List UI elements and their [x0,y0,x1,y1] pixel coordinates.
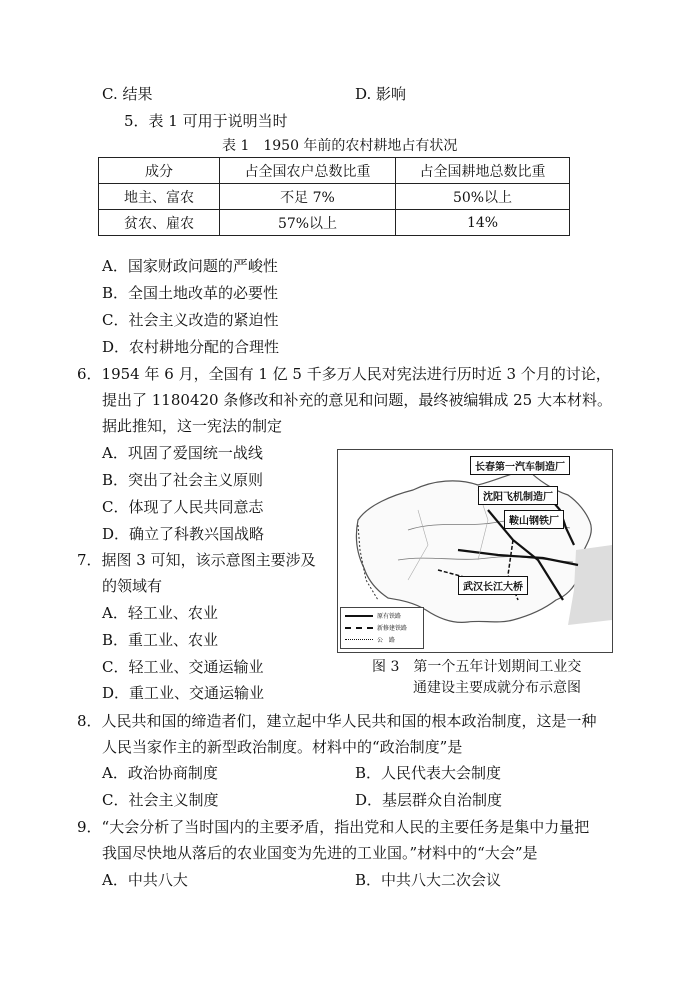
table-cell: 14% [396,210,570,236]
q7-stem-line-2: 的领域有 [102,577,163,595]
table1-title: 表 1 1950 年前的农村耕地占有状况 [222,138,458,154]
q7-option-d: D．重工业、交通运输业 [102,684,265,702]
q6-option-a: A．巩固了爱国统一战线 [102,444,263,462]
q4-option-d: D. 影响 [355,85,407,103]
q7-option-a: A．轻工业、农业 [102,604,218,622]
q6-option-b: B．突出了社会主义原则 [102,471,264,489]
legend-swatch-highway [345,639,373,640]
q7-stem-line-1: 7．据图 3 可知，该示意图主要涉及 [77,551,316,569]
map-label-shenyang: 沈阳飞机制造厂 [478,486,558,505]
legend-old-railway: 原有铁路 [377,613,402,620]
q6-option-c: C．体现了人民共同意志 [102,498,264,516]
q8-option-a: A．政治协商制度 [102,764,218,782]
q7-option-b: B．重工业、农业 [102,631,219,649]
table-cell: 贫农、雇农 [99,210,220,236]
q6-stem-line-2: 提出了 1180420 条修改和补充的意见和问题，最终被编辑成 25 大本材料。 [102,391,612,409]
table-header-cell: 成分 [99,158,220,184]
table-header-cell: 占全国耕地总数比重 [396,158,570,184]
q8-option-d: D．基层群众自治制度 [355,791,503,809]
q5-option-a: A．国家财政问题的严峻性 [102,257,278,275]
q9-option-a: A．中共八大 [102,871,188,889]
q8-option-c: C．社会主义制度 [102,791,219,809]
q8-stem-line-2: 人民当家作主的新型政治制度。材料中的“政治制度”是 [102,738,463,756]
legend-new-railway: 新修建铁路 [377,625,408,632]
q8-stem-line-1: 8．人民共和国的缔造者们，建立起中华人民共和国的根本政治制度，这是一种 [77,712,597,730]
q5-option-b: B．全国土地改革的必要性 [102,284,279,302]
q9-stem-line-2: 我国尽快地从落后的农业国变为先进的工业国。”材料中的“大会”是 [102,844,538,862]
q9-stem-line-1: 9．“大会分析了当时国内的主要矛盾，指出党和人民的主要任务是集中力量把 [77,818,590,836]
legend-highway: 公 路 [377,637,396,644]
q5-stem: 5．表 1 可用于说明当时 [124,112,288,130]
q7-option-c: C．轻工业、交通运输业 [102,658,264,676]
table-cell: 50%以上 [396,184,570,210]
table-row [99,210,570,236]
q6-stem-line-3: 据此推知，这一宪法的制定 [102,417,283,435]
figure3-caption-line-1: 图 3 第一个五年计划期间工业交 [372,659,582,675]
table-row [99,184,570,210]
figure3-caption-line-2: 通建设主要成就分布示意图 [413,680,581,696]
q8-option-b: B．人民代表大会制度 [355,764,502,782]
q6-stem-line-1: 6．1954 年 6 月，全国有 1 亿 5 千多万人民对宪法进行历时近 3 个月的讨论， [77,365,611,383]
industry-map-figure [337,449,613,653]
q4-option-c: C. 结果 [102,85,153,103]
map-legend [340,607,424,649]
map-label-changchun: 长春第一汽车制造厂 [470,456,570,475]
table-header-cell: 占全国农户总数比重 [220,158,396,184]
q6-option-d: D．确立了科教兴国战略 [102,525,265,543]
legend-swatch-old-railway [345,615,373,617]
q5-option-d: D．农村耕地分配的合理性 [102,338,280,356]
table-cell: 不足 7% [220,184,396,210]
map-label-anshan: 鞍山钢铁厂 [504,510,564,529]
map-label-wuhan-bridge: 武汉长江大桥 [458,576,528,595]
q5-option-c: C．社会主义改造的紧迫性 [102,311,279,329]
table-header-row [99,158,570,184]
table-cell: 57%以上 [220,210,396,236]
legend-swatch-new-railway [345,627,373,629]
q9-option-b: B．中共八大二次会议 [355,871,502,889]
table-cell: 地主、富农 [99,184,220,210]
table-1 [98,157,570,236]
